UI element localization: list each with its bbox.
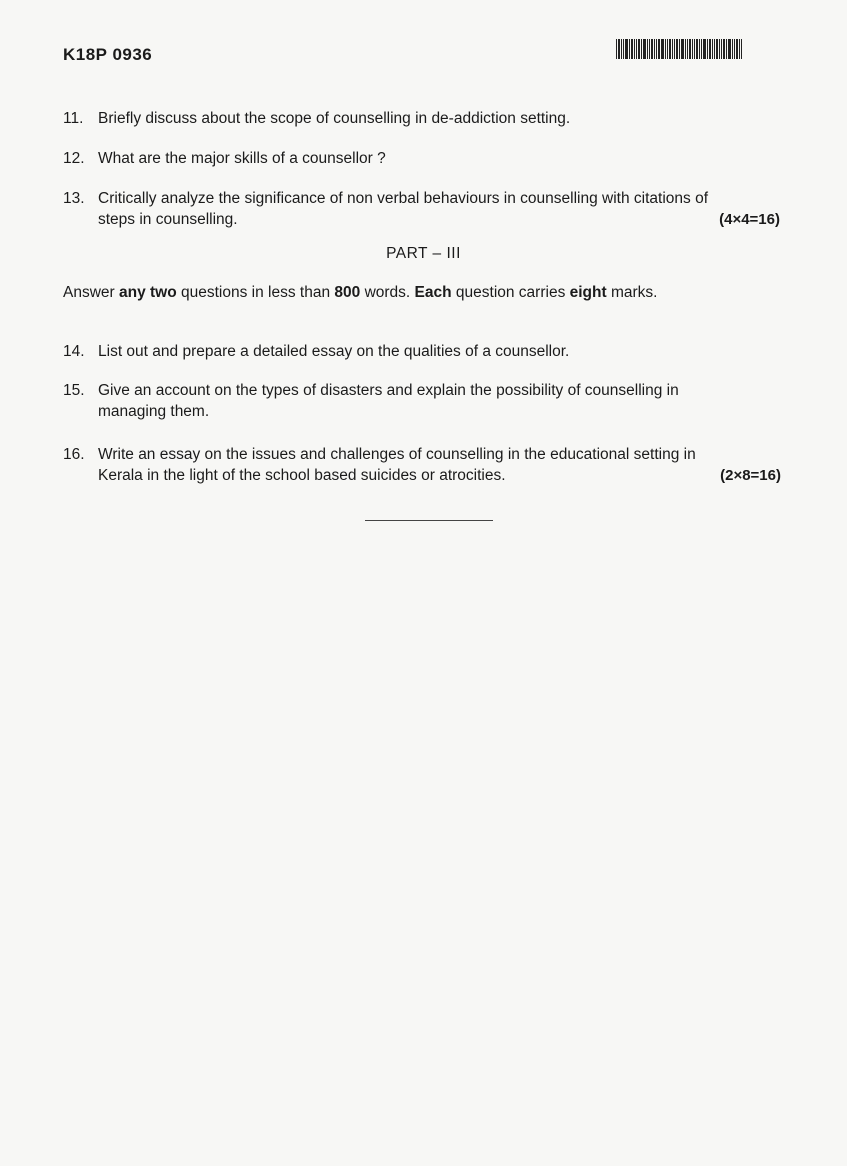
instruction-emphasis: Each xyxy=(414,284,452,301)
barcode-bar xyxy=(618,39,620,59)
barcode-bar xyxy=(616,39,617,59)
barcode-bar xyxy=(634,39,635,59)
instruction-text: marks. xyxy=(606,284,658,301)
paper-code: K18P 0936 xyxy=(63,45,153,64)
barcode-bar xyxy=(701,39,702,59)
question-text: Give an account on the types of disasters and explain the possibility of counselling in managing them. xyxy=(98,382,679,420)
barcode-bar xyxy=(734,39,735,59)
question-text: What are the major skills of a counsellor ? xyxy=(98,150,386,167)
question-number: 12. xyxy=(63,150,85,167)
marks-allocation: (4×4=16) xyxy=(719,211,780,228)
instruction-text: words. xyxy=(360,284,415,301)
barcode-bar xyxy=(649,39,650,59)
barcode-bar xyxy=(656,39,657,59)
barcode-bar xyxy=(712,39,713,59)
instruction-text: question carries xyxy=(451,284,570,301)
barcode-bar xyxy=(665,39,666,59)
barcode-bar xyxy=(623,39,624,59)
instruction-text: Answer xyxy=(63,284,119,301)
barcode-bar xyxy=(699,39,700,59)
part-heading: PART – III xyxy=(386,245,461,262)
barcode-bar xyxy=(723,39,725,59)
barcode-bar xyxy=(692,39,693,59)
question-text: List out and prepare a detailed essay on the qualities of a counsellor. xyxy=(98,343,570,360)
barcode-bar xyxy=(716,39,718,59)
question-11 xyxy=(63,108,783,129)
question-12 xyxy=(63,148,783,169)
end-rule xyxy=(365,520,493,521)
barcode-bar xyxy=(629,39,630,59)
question-number: 14. xyxy=(63,343,85,360)
barcode-bar xyxy=(638,39,640,59)
barcode-bar xyxy=(719,39,720,59)
barcode-bar xyxy=(726,39,727,59)
question-number: 15. xyxy=(63,382,85,399)
instructions xyxy=(63,283,703,302)
question-number: 16. xyxy=(63,446,85,463)
barcode-bar xyxy=(736,39,738,59)
question-number: 13. xyxy=(63,190,85,207)
barcode-bar xyxy=(694,39,695,59)
question-text: Write an essay on the issues and challenges of counselling in the educational setting in Kerala in the light of the school based suicides or atrocities. xyxy=(98,446,696,484)
question-text: Briefly discuss about the scope of counselling in de-addiction setting. xyxy=(98,110,571,127)
barcode-bar xyxy=(689,39,691,59)
barcode-bar xyxy=(687,39,688,59)
barcode-bar xyxy=(741,39,742,59)
barcode-bar xyxy=(631,39,633,59)
barcode-bar xyxy=(703,39,706,59)
barcode-bar xyxy=(651,39,653,59)
barcode-bar xyxy=(647,39,648,59)
barcode-bar xyxy=(672,39,673,59)
barcode-bar xyxy=(654,39,655,59)
barcode xyxy=(616,39,780,59)
instruction-emphasis: any two xyxy=(119,284,177,301)
barcode-bar xyxy=(707,39,708,59)
question-13 xyxy=(63,188,780,230)
question-16 xyxy=(63,444,781,486)
instruction-emphasis: eight xyxy=(569,284,607,301)
instruction-text: questions in less than xyxy=(176,284,335,301)
barcode-bar xyxy=(661,39,664,59)
barcode-bar xyxy=(739,39,740,59)
barcode-bar xyxy=(621,39,622,59)
barcode-bar xyxy=(667,39,668,59)
barcode-bar xyxy=(636,39,637,59)
barcode-bar xyxy=(658,39,660,59)
barcode-bar xyxy=(696,39,698,59)
barcode-bar xyxy=(679,39,680,59)
question-15 xyxy=(63,380,783,422)
question-text: Critically analyze the significance of non verbal behaviours in counselling with citations of steps in counselling. xyxy=(98,190,708,228)
barcode-bar xyxy=(625,39,628,59)
barcode-bar xyxy=(728,39,731,59)
barcode-bar xyxy=(669,39,671,59)
question-14 xyxy=(63,341,783,362)
barcode-bar xyxy=(641,39,642,59)
barcode-bar xyxy=(674,39,675,59)
barcode-bar xyxy=(681,39,684,59)
barcode-bar xyxy=(732,39,733,59)
barcode-bar xyxy=(709,39,711,59)
marks-allocation: (2×8=16) xyxy=(720,467,781,484)
barcode-bar xyxy=(643,39,646,59)
instruction-emphasis: 800 xyxy=(334,284,361,301)
barcode-bar xyxy=(721,39,722,59)
barcode-bar xyxy=(685,39,686,59)
barcode-bar xyxy=(714,39,715,59)
question-number: 11. xyxy=(63,110,84,127)
barcode-bar xyxy=(676,39,678,59)
